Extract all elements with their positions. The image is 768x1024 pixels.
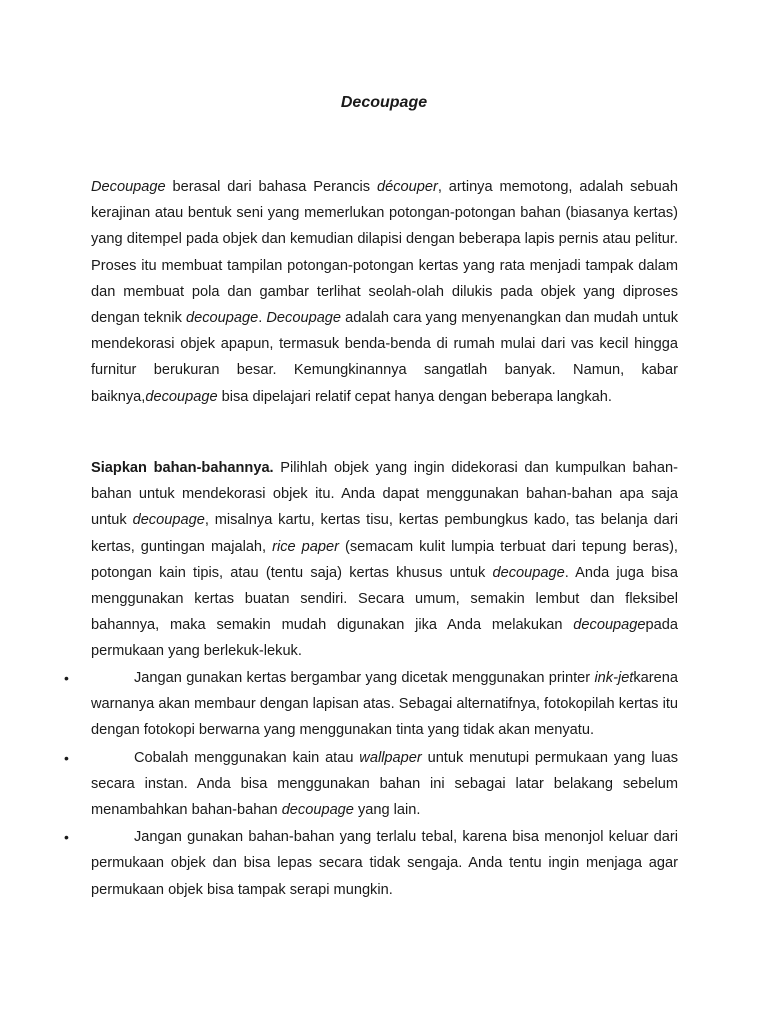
text-run: Jangan gunakan bahan-bahan yang terlalu tebal, karena bisa menonjol keluar dari permukaan objek dan bisa lepas secara tidak sengaja. Anda tentu ingin menjaga agar permukaan objek bisa tampak serapi mungkin. xyxy=(91,829,678,898)
italic-term: rice paper xyxy=(272,538,339,555)
list-item xyxy=(64,745,678,824)
italic-term: ink-jet xyxy=(594,670,634,686)
italic-term: decoupage xyxy=(281,802,354,819)
text-run: pada permukaan yang berlekuk-lekuk. xyxy=(91,617,678,660)
italic-term: decoupage xyxy=(492,564,565,581)
text-run: , misalnya kartu, kertas tisu, kertas pembungkus kado, tas belanja dari kertas, guntingan majalah, xyxy=(91,512,678,555)
text-run: Pilihlah objek yang ingin didekorasi dan kumpulkan bahan-bahan untuk mendekorasi objek itu. Anda dapat menggunakan bahan-bahan apa saja untuk xyxy=(91,460,678,529)
bullet-marker: • xyxy=(64,749,69,766)
text-run: . xyxy=(258,310,267,327)
text-run: karena warnanya akan membaur dengan lapisan atas. Sebagai alternatifnya, fotokopilah kertas itu dengan fotokopi berwarna yang menggunakan tinta yang tidak akan menyatu. xyxy=(91,670,678,739)
text-run: bisa dipelajari relatif cepat hanya dengan beberapa langkah. xyxy=(217,388,612,405)
italic-term: decoupage xyxy=(186,310,259,327)
italic-term: Decoupage xyxy=(91,179,166,195)
materials-paragraph xyxy=(91,455,678,665)
bullet-marker: • xyxy=(64,829,69,846)
italic-term: wallpaper xyxy=(359,749,422,766)
list-item xyxy=(64,665,678,744)
italic-term: decoupage xyxy=(145,388,218,405)
list-item xyxy=(64,824,678,903)
text-run: (semacam kulit lumpia terbuat dari tepung beras), potongan kain tipis, atau (tentu saja) kertas khusus untuk xyxy=(91,538,678,581)
intro-paragraph xyxy=(91,174,678,410)
bullet-marker: • xyxy=(64,670,69,686)
italic-term: Decoupage xyxy=(266,310,342,327)
section-heading: Siapkan bahan-bahannya. xyxy=(91,460,274,476)
text-run: untuk menutupi permukaan yang luas secara instan. Anda bisa menggunakan bahan ini sebagai latar belakang sebelum menambahkan bahan-bahan xyxy=(91,749,678,819)
text-run: berasal dari bahasa Perancis xyxy=(165,179,377,195)
italic-term: decoupage xyxy=(573,617,646,634)
text-run: yang lain. xyxy=(353,802,421,819)
italic-term: découper xyxy=(376,179,438,195)
text-run: Cobalah menggunakan kain atau xyxy=(134,749,360,766)
text-run: adalah cara yang menyenangkan dan mudah untuk mendekorasi objek apapun, termasuk benda-benda di rumah mulai dari vas kecil hingga furnitur berukuran besar. Kemungkinannya sangatlah banyak. Namun, kabar baiknya, xyxy=(91,310,678,405)
text-run: . Anda juga bisa menggunakan kertas buatan sendiri. Secara umum, semakin lembut dan fleksibel bahannya, maka semakin mudah digunakan jika Anda melakukan xyxy=(91,564,678,634)
italic-term: decoupage xyxy=(132,512,205,529)
text-run: Jangan gunakan kertas bergambar yang dicetak menggunakan printer xyxy=(134,670,595,686)
document-title: Decoupage xyxy=(340,94,428,111)
tips-list xyxy=(64,665,678,905)
text-run: , artinya memotong, adalah sebuah kerajinan atau bentuk seni yang memerlukan potongan-potongan bahan (biasanya kertas) yang ditempel pada objek dan kemudian dilapisi dengan beberapa lapis pernis atau pelitur. Proses itu membuat tampilan potongan-potongan kertas yang rata menjadi tampak dalam dan membuat pola dan gambar terlihat seolah-olah dilukis pada objek yang diproses dengan teknik xyxy=(91,179,678,327)
